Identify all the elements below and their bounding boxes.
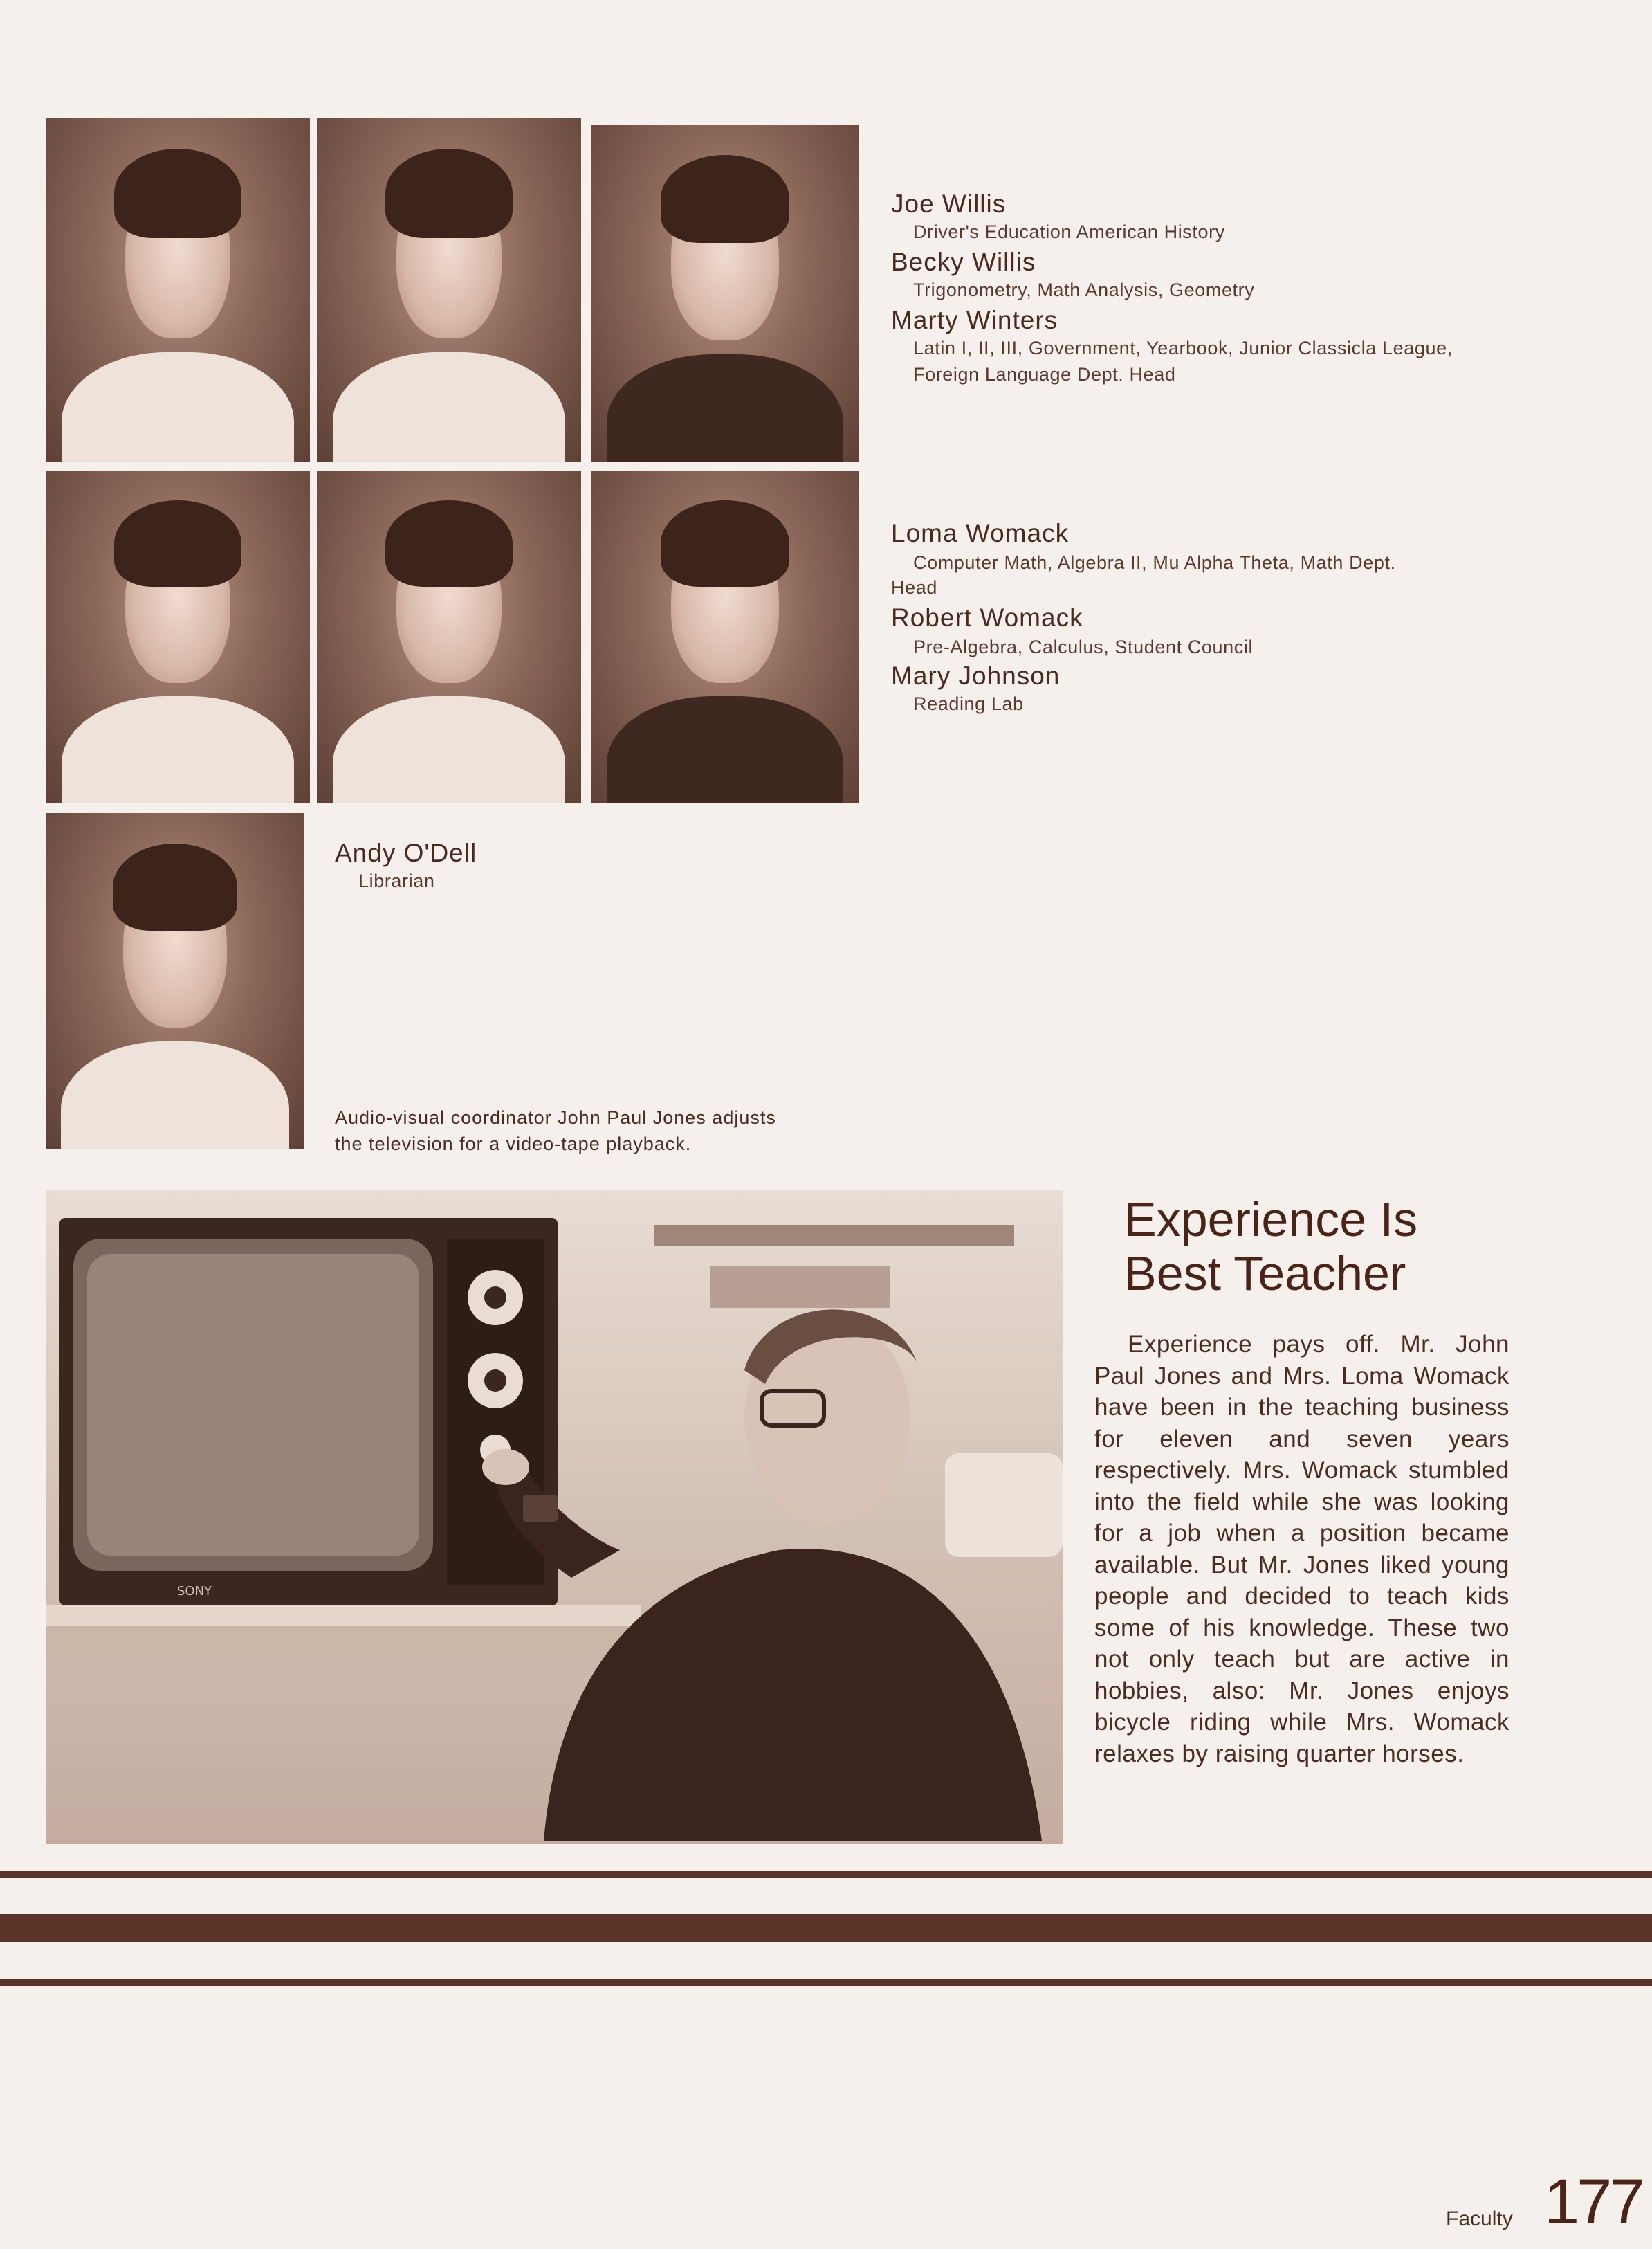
tv-brand-label: SONY — [177, 1584, 212, 1599]
page-number: 177 — [1544, 2167, 1642, 2237]
caption-role-marty-winters-line1: Latin I, II, III, Government, Yearbook, Junior Classicla League, — [913, 338, 1453, 358]
photo-caption-line1: Audio-visual coordinator John Paul Jones adjusts — [335, 1107, 776, 1128]
caption-role-loma-womack-line1: Computer Math, Algebra II, Mu Alpha Theta, Math Dept. — [913, 552, 1396, 573]
article-body: Experience pays off. Mr. John Paul Jones and Mrs. Loma Womack have been in the teaching business for eleven and seven years respectively. Mrs. Womack stumbled into the field while she was looking for a job when a position became available. But Mr. Jones liked young people and decided to teach kids some of his knowledge. These two not only teach but are active in hobbies, also: Mr. Jones enjoys bicycle riding while Mrs. Womack relaxes by raising quarter horses. — [1094, 1331, 1509, 1767]
photo-tv-playback — [46, 1190, 1063, 1844]
portrait-joe-willis — [46, 118, 310, 462]
caption-role-mary-johnson: Reading Lab — [913, 693, 1024, 714]
portrait-loma-womack — [46, 471, 310, 803]
caption-role-becky-willis: Trigonometry, Math Analysis, Geometry — [913, 280, 1255, 300]
article-headline-line1: Experience Is — [1124, 1192, 1418, 1246]
portrait-becky-willis — [317, 118, 581, 462]
caption-role-andy-odell: Librarian — [358, 871, 435, 891]
rule-thin-bottom — [0, 1979, 1652, 1986]
caption-role-robert-womack: Pre-Algebra, Calculus, Student Council — [913, 637, 1254, 657]
caption-role-marty-winters-line2: Foreign Language Dept. Head — [913, 364, 1176, 385]
caption-name-mary-johnson: Mary Johnson — [891, 662, 1061, 690]
caption-name-marty-winters: Marty Winters — [891, 306, 1058, 334]
caption-role-loma-womack-line2: Head — [891, 577, 937, 598]
portrait-mary-johnson — [591, 471, 859, 803]
portrait-andy-odell — [46, 813, 304, 1149]
photo-caption-line2: the television for a video-tape playback. — [335, 1133, 692, 1154]
article-headline-line2: Best Teacher — [1124, 1246, 1406, 1300]
rule-thick — [0, 1914, 1652, 1942]
tv-scene-illustration — [46, 1190, 1063, 1844]
caption-role-joe-willis: Driver's Education American History — [913, 221, 1225, 242]
caption-name-andy-odell: Andy O'Dell — [335, 839, 477, 867]
caption-name-joe-willis: Joe Willis — [891, 190, 1007, 218]
caption-name-loma-womack: Loma Womack — [891, 519, 1070, 547]
caption-name-becky-willis: Becky Willis — [891, 248, 1036, 276]
footer-section-label: Faculty — [1446, 2207, 1513, 2230]
portrait-robert-womack — [317, 471, 581, 803]
portrait-marty-winters — [591, 125, 859, 462]
rule-thin-top — [0, 1871, 1652, 1878]
caption-name-robert-womack: Robert Womack — [891, 603, 1083, 632]
